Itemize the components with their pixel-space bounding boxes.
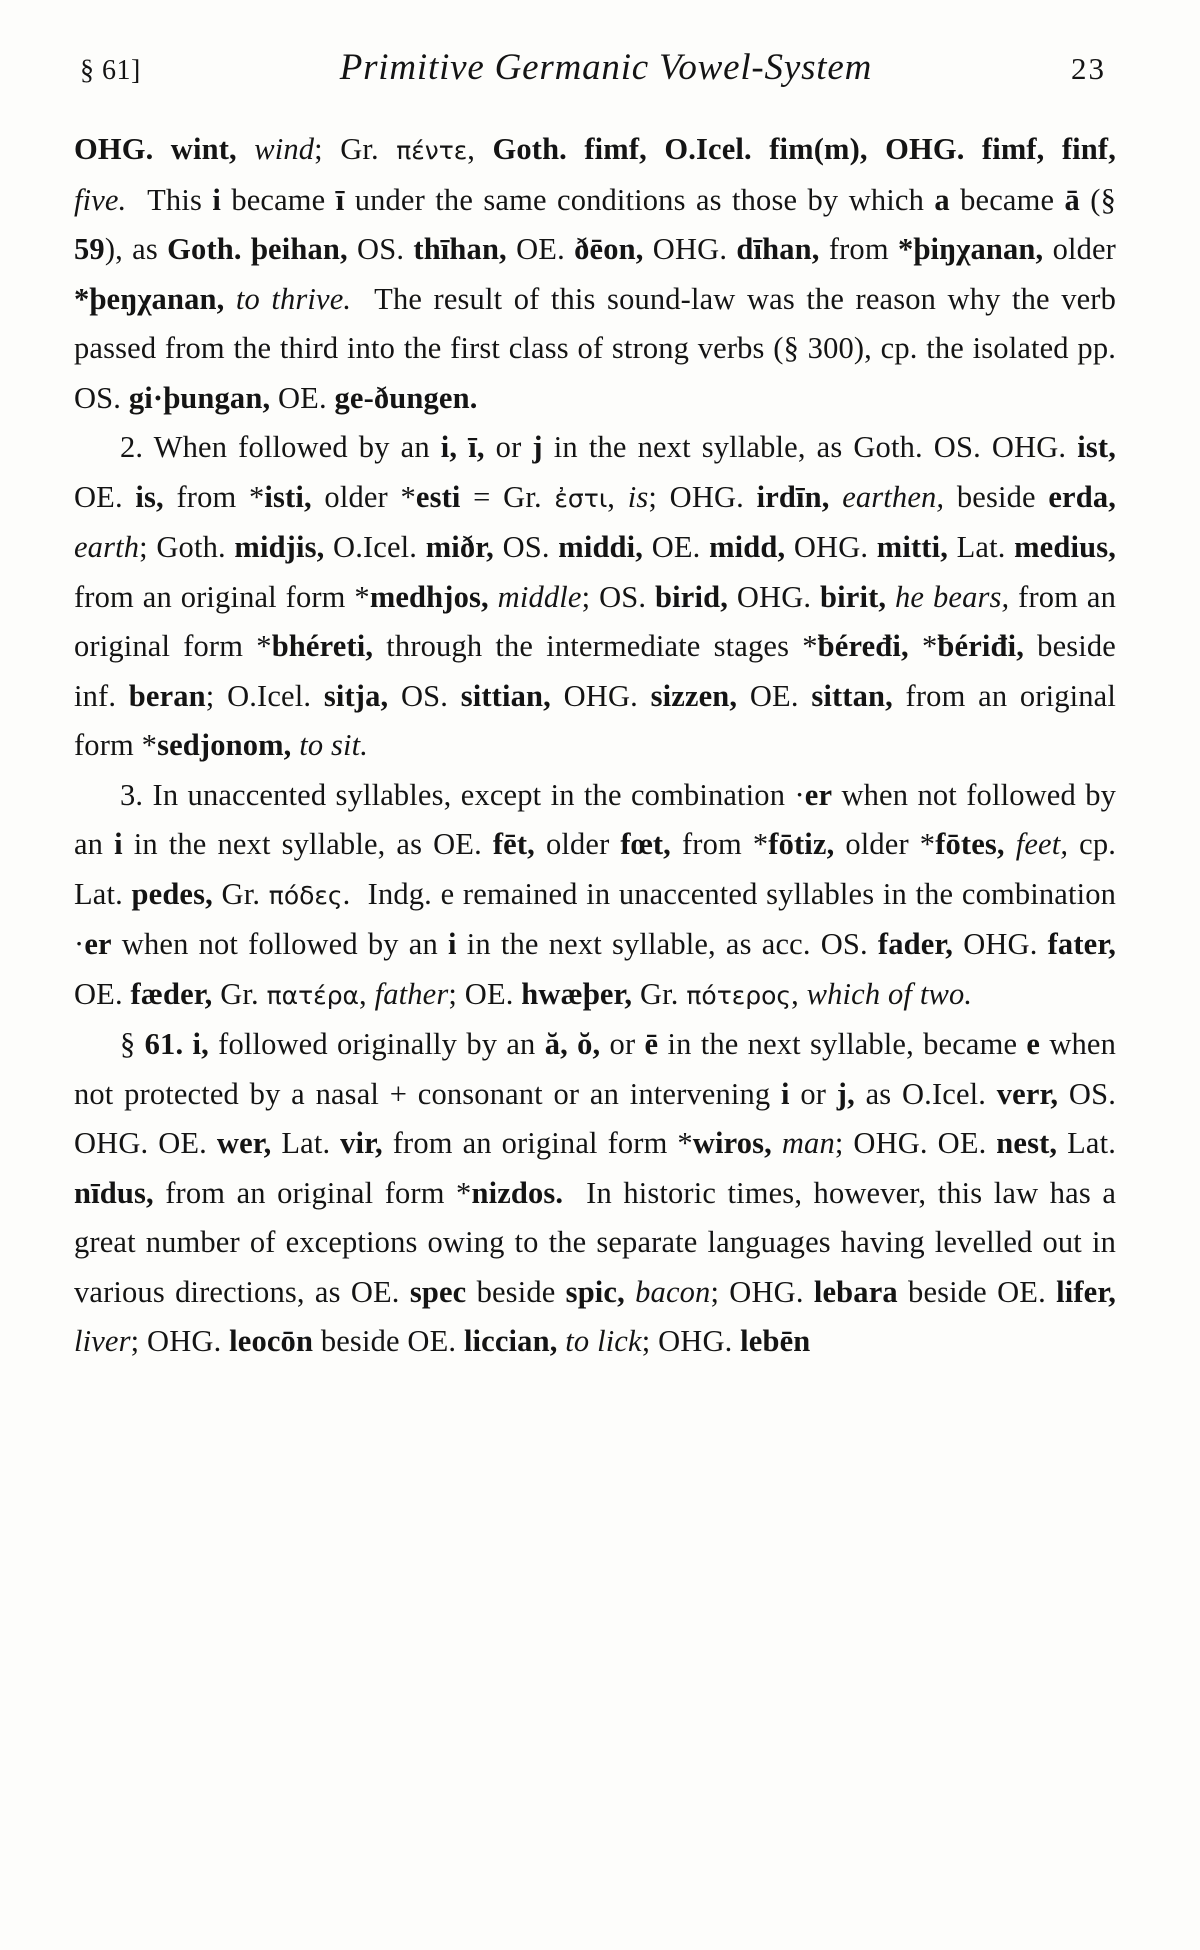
running-head: [74, 46, 1116, 89]
running-head-title: Primitive Germanic Vowel-System: [339, 47, 873, 88]
paragraph-4: § 61. i, followed originally by an ă, ŏ, or ē in the next syllable, became e when not protected by a nasal + consonant or an intervening i or j, as O.Icel. verr, OS. OHG. OE. wer, Lat. vir, from an original form *wiros, man; OHG. OE. nest, Lat. nīdus, from an original form *nizdos. In historic times, however, this law has a great number of exceptions owing to the separate languages having levelled out in various directions, as OE. spec beside spic, bacon; OHG. lebara beside OE. lifer, liver; OHG. leocōn beside OE. liccian, to lick; OHG. lebēn: [74, 1027, 1117, 1358]
running-head-section: § 61]: [80, 55, 141, 86]
paragraph-3: 3. In unaccented syllables, except in the combination ·er when not followed by an i in the next syllable, as OE. fēt, older fœt, from *fōtiz, older *fōtes, feet, cp. Lat. pedes, Gr. πόδες. Indg. e remained in unaccented syllables in the combination ·er when not followed by an i in the next syllable, as acc. OS. fader, OHG. fater, OE. fæder, Gr. πατέρα, father; OE. hwæþer, Gr. πότερος, which of two.: [74, 777, 1117, 1011]
body-text: [74, 125, 1116, 1367]
paragraph-1: OHG. wint, wind; Gr. πέντε, Goth. fimf, O.Icel. fim(m), OHG. fimf, finf, five. This i became ī under the same conditions as those by which a became ā (§ 59), as Goth. þeihan, OS. thīhan, OE. ðēon, OHG. dīhan, from *þiŋχanan, older *þeŋχanan, to thrive. The result of this sound-law was the reason why the verb passed from the third into the first class of strong verbs (§ 300), cp. the isolated pp. OS. gi·þungan, OE. ge-ðungen.: [74, 132, 1117, 415]
page-number: 23: [1071, 51, 1106, 86]
paragraph-2: 2. When followed by an i, ī, or j in the next syllable, as Goth. OS. OHG. ist, OE. is, from *isti, older *esti = Gr. ἐστι, is; OHG. irdīn, earthen, beside erda, earth; Goth. midjis, O.Icel. miðr, OS. middi, OE. midd, OHG. mitti, Lat. medius, from an original form *medhjos, middle; OS. birid, OHG. birit, he bears, from an original form *bhéreti, through the intermediate stages *ƀéređi, *ƀériđi, beside inf. beran; O.Icel. sitja, OS. sittian, OHG. sizzen, OE. sittan, from an original form *sedjonom, to sit.: [74, 430, 1117, 762]
